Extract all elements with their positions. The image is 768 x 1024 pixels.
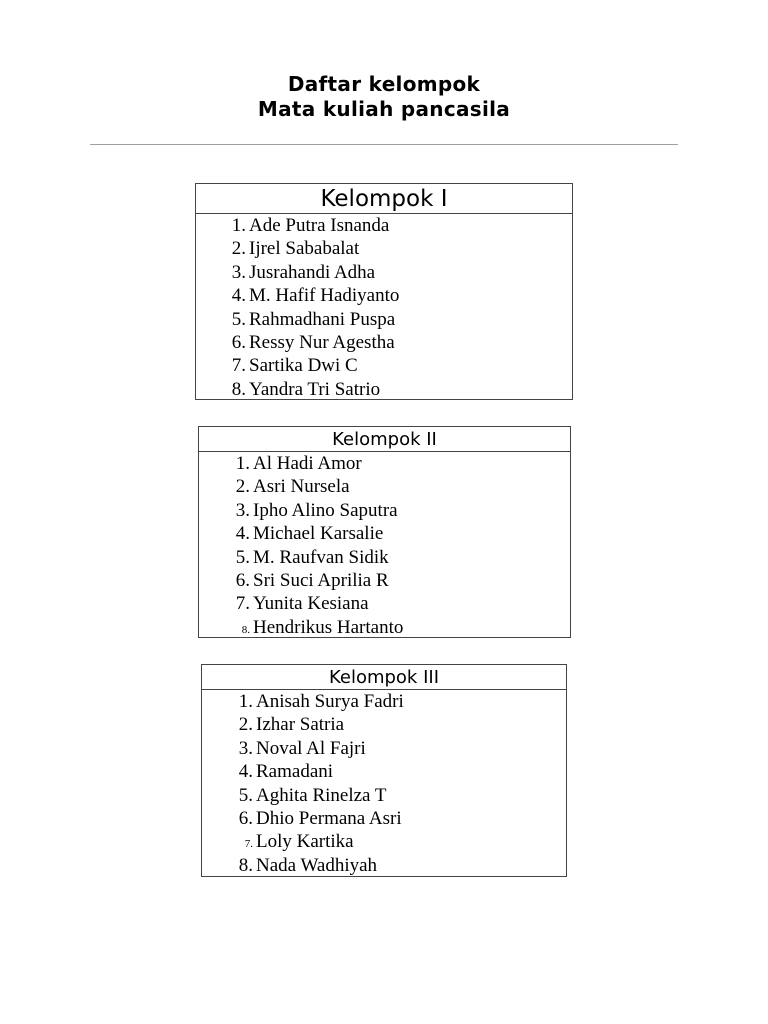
item-number: 8. bbox=[241, 623, 250, 636]
item-number: 5. bbox=[238, 784, 253, 806]
item-number: 1. bbox=[238, 691, 253, 712]
list-item bbox=[226, 522, 570, 545]
item-number: 3. bbox=[231, 261, 246, 283]
item-number: 6. bbox=[231, 331, 246, 353]
member-name: Al Hadi Amor bbox=[253, 453, 362, 474]
list-item bbox=[229, 737, 566, 760]
group-heading: Kelompok III bbox=[202, 665, 566, 690]
list-item bbox=[222, 331, 572, 354]
item-number: 2. bbox=[235, 476, 250, 498]
list-item bbox=[229, 807, 566, 830]
item-number: 4. bbox=[235, 523, 250, 545]
member-name: Aghita Rinelza T bbox=[256, 784, 387, 806]
member-name: Rahmadhani Puspa bbox=[249, 308, 396, 330]
member-name: Ijrel Sababalat bbox=[249, 238, 360, 260]
list-item bbox=[226, 616, 570, 639]
member-list bbox=[199, 452, 570, 639]
list-item bbox=[222, 308, 572, 331]
item-number: 2. bbox=[231, 238, 246, 260]
member-name: Dhio Permana Asri bbox=[256, 807, 402, 829]
item-number: 8. bbox=[231, 378, 246, 400]
member-name: Ressy Nur Agestha bbox=[249, 331, 395, 353]
item-number: 7. bbox=[231, 355, 246, 377]
member-list bbox=[196, 214, 572, 401]
member-name: Ramadani bbox=[256, 761, 334, 783]
group-box-2 bbox=[198, 426, 571, 638]
title-line-2: Mata kuliah pancasila bbox=[257, 97, 511, 121]
item-number: 5. bbox=[231, 308, 246, 330]
list-item bbox=[222, 354, 572, 377]
member-name: Michael Karsalie bbox=[253, 523, 384, 545]
list-item bbox=[229, 690, 566, 713]
item-number: 3. bbox=[235, 499, 250, 521]
group-heading: Kelompok II bbox=[199, 427, 570, 452]
group-box-1 bbox=[195, 183, 573, 400]
member-name: Sri Suci Aprilia R bbox=[253, 569, 389, 591]
list-item bbox=[229, 830, 566, 853]
list-item bbox=[226, 592, 570, 615]
member-name: Sartika Dwi C bbox=[249, 355, 358, 377]
item-number: 6. bbox=[238, 807, 253, 829]
item-number: 7. bbox=[244, 838, 253, 851]
member-name: Yandra Tri Satrio bbox=[249, 378, 381, 400]
member-list bbox=[202, 690, 566, 877]
member-name: Noval Al Fajri bbox=[256, 737, 366, 759]
member-name: Loly Kartika bbox=[256, 831, 354, 853]
item-number: 6. bbox=[235, 569, 250, 591]
list-item bbox=[222, 237, 572, 260]
item-number: 7. bbox=[235, 593, 250, 615]
member-name: Anisah Surya Fadri bbox=[256, 691, 404, 712]
list-item bbox=[226, 499, 570, 522]
document-title bbox=[0, 72, 768, 122]
member-name: Ade Putra Isnanda bbox=[249, 215, 390, 236]
list-item bbox=[229, 854, 566, 877]
group-heading: Kelompok I bbox=[196, 184, 572, 214]
list-item bbox=[226, 452, 570, 475]
member-name: Izhar Satria bbox=[256, 714, 345, 736]
list-item bbox=[226, 546, 570, 569]
list-item bbox=[229, 760, 566, 783]
list-item bbox=[222, 214, 572, 237]
member-name: Nada Wadhiyah bbox=[256, 854, 378, 876]
member-name: Ipho Alino Saputra bbox=[253, 499, 398, 521]
item-number: 4. bbox=[238, 761, 253, 783]
member-name: Asri Nursela bbox=[253, 476, 350, 498]
list-item bbox=[229, 713, 566, 736]
horizontal-rule bbox=[90, 144, 678, 145]
item-number: 4. bbox=[231, 285, 246, 307]
item-number: 5. bbox=[235, 546, 250, 568]
list-item bbox=[222, 284, 572, 307]
title-line-1: Daftar kelompok bbox=[287, 72, 481, 96]
member-name: Yunita Kesiana bbox=[253, 593, 369, 615]
member-name: M. Raufvan Sidik bbox=[253, 546, 389, 568]
list-item bbox=[226, 569, 570, 592]
item-number: 8. bbox=[238, 854, 253, 876]
item-number: 2. bbox=[238, 714, 253, 736]
member-name: M. Hafif Hadiyanto bbox=[249, 285, 400, 307]
item-number: 1. bbox=[235, 453, 250, 474]
list-item bbox=[226, 475, 570, 498]
item-number: 1. bbox=[231, 215, 246, 236]
list-item bbox=[229, 784, 566, 807]
list-item bbox=[222, 261, 572, 284]
item-number: 3. bbox=[238, 737, 253, 759]
member-name: Jusrahandi Adha bbox=[249, 261, 376, 283]
list-item bbox=[222, 378, 572, 401]
group-box-3 bbox=[201, 664, 567, 877]
member-name: Hendrikus Hartanto bbox=[253, 616, 404, 638]
